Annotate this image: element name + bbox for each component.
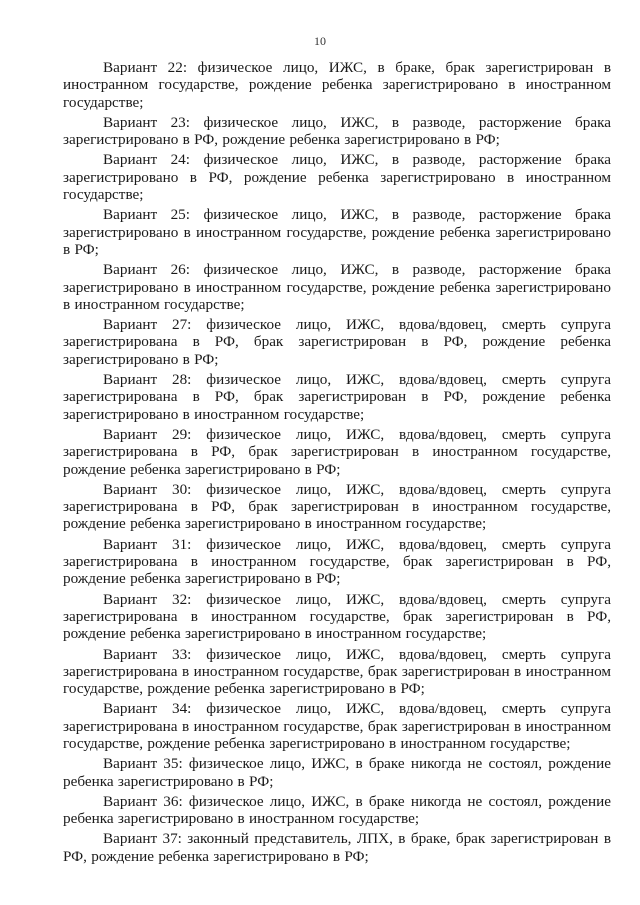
variant-paragraph: Вариант 31: физическое лицо, ИЖС, вдова/вдовец, смерть супруга зарегистрирована в иностранном государстве, брак зарегистрирован в РФ, рождение ребенка зарегистрировано в РФ; — [63, 535, 611, 588]
variant-paragraph: Вариант 25: физическое лицо, ИЖС, в разводе, расторжение брака зарегистрировано в иностранном государстве, рождение ребенка зарегистрировано в РФ; — [63, 206, 611, 258]
variants-list — [63, 59, 611, 868]
variant-paragraph: Вариант 28: физическое лицо, ИЖС, вдова/вдовец, смерть супруга зарегистрирована в РФ, брак зарегистрирован в РФ, рождение ребенка зарегистрировано в иностранном государстве; — [63, 371, 611, 423]
variant-paragraph: Вариант 26: физическое лицо, ИЖС, в разводе, расторжение брака зарегистрировано в иностранном государстве, рождение ребенка зарегистрировано в иностранном государстве; — [63, 261, 611, 313]
variant-paragraph: Вариант 32: физическое лицо, ИЖС, вдова/вдовец, смерть супруга зарегистрирована в иностранном государстве, брак зарегистрирован в РФ, рождение ребенка зарегистрировано в иностранном государстве; — [63, 590, 611, 643]
variant-paragraph: Вариант 37: законный представитель, ЛПХ, в браке, брак зарегистрирован в РФ, рождение ребенка зарегистрировано в РФ; — [63, 830, 611, 865]
variant-paragraph: Вариант 30: физическое лицо, ИЖС, вдова/вдовец, смерть супруга зарегистрирована в РФ, брак зарегистрирован в иностранном государстве, рождение ребенка зарегистрировано в иностранном государстве; — [63, 480, 611, 533]
variant-paragraph: Вариант 34: физическое лицо, ИЖС, вдова/вдовец, смерть супруга зарегистрирована в иностранном государстве, брак зарегистрирован в иностранном государстве, рождение ребенка зарегистрировано в иностранном государстве; — [63, 700, 611, 752]
variant-paragraph: Вариант 22: физическое лицо, ИЖС, в браке, брак зарегистрирован в иностранном государстве, рождение ребенка зарегистрировано в иностранном государстве; — [63, 59, 611, 111]
variant-paragraph: Вариант 29: физическое лицо, ИЖС, вдова/вдовец, смерть супруга зарегистрирована в РФ, брак зарегистрирован в иностранном государстве, рождение ребенка зарегистрировано в РФ; — [63, 425, 611, 478]
variant-paragraph: Вариант 36: физическое лицо, ИЖС, в браке никогда не состоял, рождение ребенка зарегистрировано в иностранном государстве; — [63, 792, 611, 828]
page-number: 10 — [314, 34, 326, 48]
variant-paragraph: Вариант 27: физическое лицо, ИЖС, вдова/вдовец, смерть супруга зарегистрирована в РФ, брак зарегистрирован в РФ, рождение ребенка зарегистрировано в РФ; — [63, 316, 611, 368]
variant-paragraph: Вариант 35: физическое лицо, ИЖС, в браке никогда не состоял, рождение ребенка зарегистрировано в РФ; — [63, 755, 611, 790]
variant-paragraph: Вариант 24: физическое лицо, ИЖС, в разводе, расторжение брака зарегистрировано в РФ, рождение ребенка зарегистрировано в иностранном государстве; — [63, 151, 611, 204]
variant-paragraph: Вариант 33: физическое лицо, ИЖС, вдова/вдовец, смерть супруга зарегистрирована в иностранном государстве, брак зарегистрирован в иностранном государстве, рождение ребенка зарегистрировано в РФ; — [63, 645, 611, 698]
variant-paragraph: Вариант 23: физическое лицо, ИЖС, в разводе, расторжение брака зарегистрировано в РФ, рождение ребенка зарегистрировано в РФ; — [63, 113, 611, 149]
